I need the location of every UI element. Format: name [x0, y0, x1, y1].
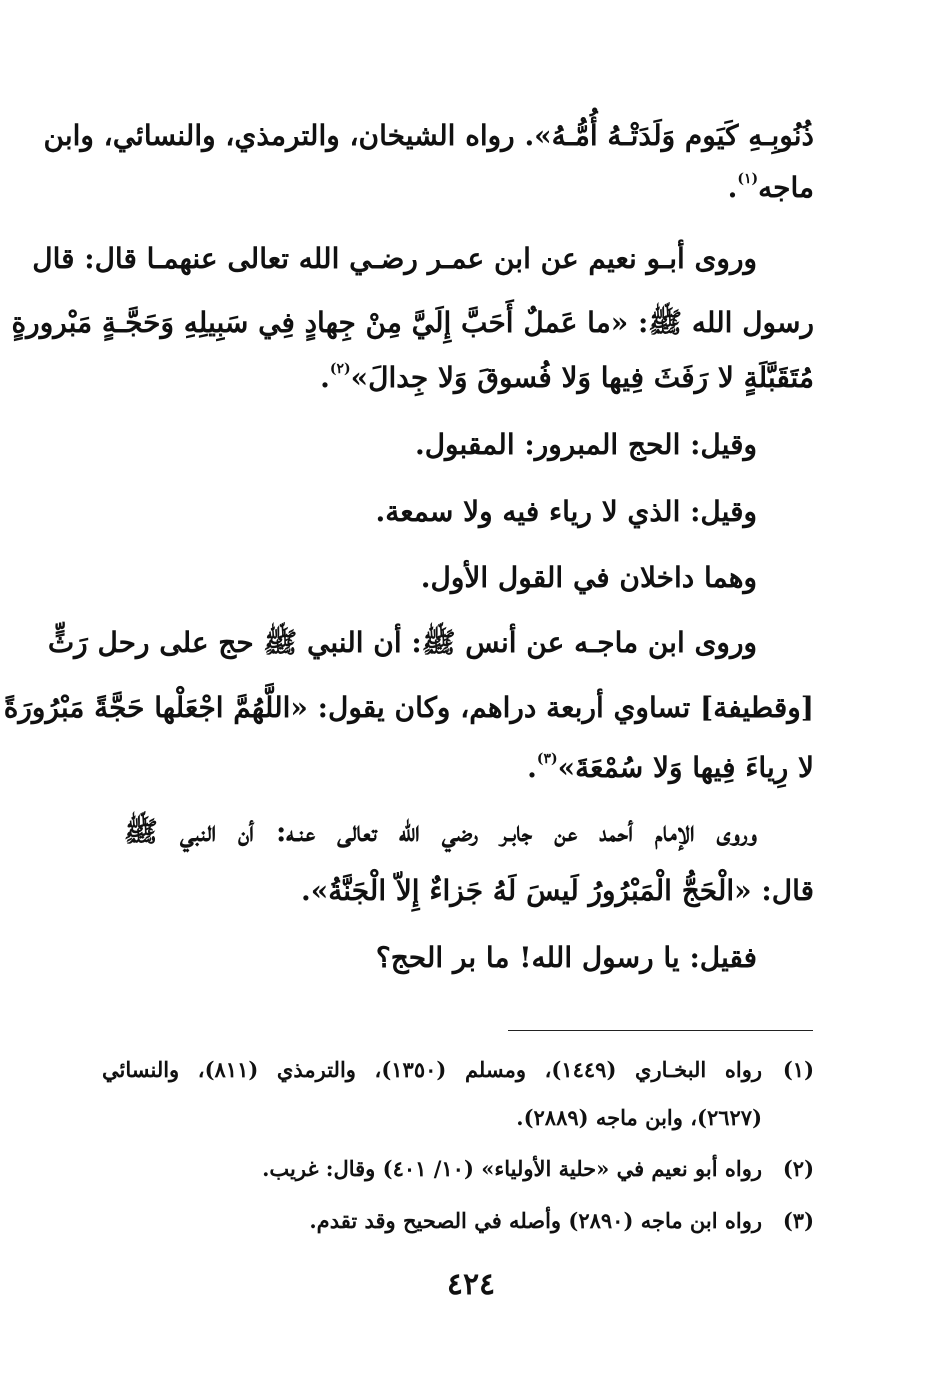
footnote-3-number: (٣): [782, 1208, 814, 1233]
page-number: ٤٢٤: [446, 1267, 496, 1302]
text-line-2: [124, 155, 814, 221]
text-line-1: ذُنُوبِـهِ كَيَوم وَلَدَتْـهُ أُمُّـهُ». رواه الشيخان، والترمذي، والنسائي، وابن: [43, 119, 814, 152]
text-line-12: وروى الإمام أحمد عن جابـر رضي الله تعالى عنـه: أن النبي ﷺ: [124, 815, 757, 848]
text-line-14: فقيل: يا رسول الله! ما بر الحج؟: [375, 941, 757, 974]
footnote-1-continued: (٢٦٢٧)، وابن ماجه (٢٨٨٩).: [516, 1105, 762, 1130]
text-line-11: [124, 735, 814, 801]
footnote-1-number: (١): [782, 1057, 814, 1082]
footnote-2: [102, 1146, 814, 1192]
footnote-separator: [508, 1030, 813, 1031]
footnote-2-number: (٢): [782, 1156, 814, 1181]
text-line-6: وقيل: الحج المبرور: المقبول.: [414, 428, 757, 461]
footnote-marker-2: (٢): [329, 361, 351, 377]
text-line-8: وهما داخلان في القول الأول.: [420, 561, 757, 594]
footnote-3-text: رواه ابن ماجه (٢٨٩٠) وأصله في الصحيح وقد تقدم.: [309, 1208, 762, 1233]
text-line-5: [124, 345, 814, 411]
text-line-11-body: لا رِياءَ فِيها وَلا سُمْعَةَ»: [557, 751, 814, 784]
footnote-1-text: رواه البخـاري (١٤٤٩)، ومسلم (١٣٥٠)، والترمذي (٨١١)، والنسائي: [102, 1057, 762, 1082]
text-line-2-body: ماجه: [758, 171, 814, 204]
text-line-3: وروى أبـو نعيم عن ابن عمـر رضـي الله تعالى عنهمـا قال: قال: [32, 242, 757, 275]
footnote-marker-1: (١): [737, 171, 759, 187]
footnote-3: [102, 1198, 814, 1244]
text-line-4: رسول الله ﷺ: «ما عَملٌ أَحَبَّ إِلَيَّ مِنْ جِهادٍ فِي سَبِيلِهِ وَحَجَّـةٍ مَبْرورةٍ: [11, 306, 814, 339]
period: .: [320, 361, 330, 394]
text-line-13: قال: «الْحَجُّ الْمَبْرُورُ لَيسَ لَهُ جَزاءٌ إِلاّ الْجَنَّةُ».: [301, 874, 814, 907]
footnote-marker-3: (٣): [536, 751, 558, 767]
text-line-10: [وقطيفة] تساوي أربعة دراهم، وكان يقول: «اللَّهُمَّ اجْعَلْها حَجَّةً مَبْرُورَةً: [3, 691, 814, 724]
footnote-2-text: رواه أبو نعيم في «حلية الأولياء» (١٠/ ٤٠١) وقال: غريب.: [262, 1156, 762, 1181]
period: .: [527, 751, 537, 784]
text-line-5-body: مُتَقَبَّلَةٍ لا رَفَثَ فِيها وَلا فُسوقَ وَلا جِدالَ»: [350, 361, 814, 394]
text-line-7: وقيل: الذي لا رياء فيه ولا سمعة.: [375, 495, 757, 528]
text-line-9: وروى ابن ماجـه عن أنس ﷺ: أن النبي ﷺ حج على رحل رَثٍّ: [47, 626, 757, 659]
footnote-1: [102, 1047, 814, 1093]
period: .: [727, 171, 738, 204]
